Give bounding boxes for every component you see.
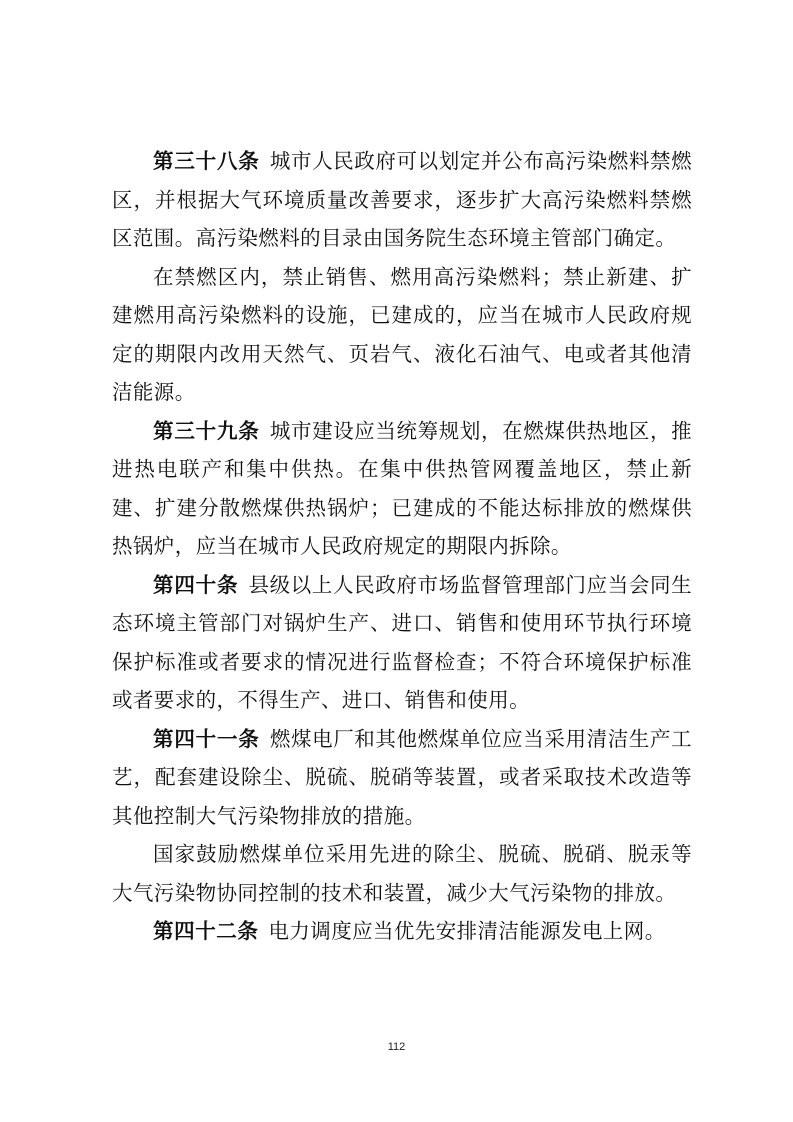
paragraph-article-38-clause-2 <box>112 258 692 412</box>
page-number: 112 <box>387 1041 406 1053</box>
paragraph-text: 城市人民政府可以划定并公布高污染燃料禁燃区，并根据大气环境质量改善要求，逐步扩大高污染燃料禁燃区范围。高污染燃料的目录由国务院生态环境主管部门确定。 <box>112 149 693 250</box>
paragraph-text: 电力调度应当优先安排清洁能源发电上网。 <box>268 919 666 943</box>
paragraph-article-40 <box>112 566 692 720</box>
paragraph-article-39 <box>112 412 692 566</box>
paragraph-text: 燃煤电厂和其他燃煤单位应当采用清洁生产工艺，配套建设除尘、脱硫、脱硝等装置，或者采取技术改造等其他控制大气污染物排放的措施。 <box>112 726 693 828</box>
paragraph-text: 国家鼓励燃煤单位采用先进的除尘、脱硫、脱硝、脱汞等大气污染物协同控制的技术和装置，减少大气污染物的排放。 <box>112 842 692 905</box>
paragraph-text: 县级以上人民政府市场监督管理部门应当会同生态环境主管部门对锅炉生产、进口、销售和使用环节执行环境保护标准或者要求的情况进行监督检查；不符合环境保护标准或者要求的，不得生产、进口、销售和使用。 <box>112 572 692 712</box>
article-number: 第四十二条 <box>153 919 259 943</box>
paragraph-article-41-clause-2 <box>112 835 692 912</box>
paragraph-text: 城市建设应当统筹规划，在燃煤供热地区，推进热电联产和集中供热。在集中供热管网覆盖地区，禁止新建、扩建分散燃煤供热锅炉；已建成的不能达标排放的燃煤供热锅炉，应当在城市人民政府规定的期限内拆除。 <box>112 418 693 558</box>
article-number: 第三十九条 <box>153 418 260 443</box>
document-body <box>112 142 692 951</box>
paragraph-article-41 <box>112 720 692 836</box>
paragraph-article-38 <box>112 142 692 258</box>
paragraph-text: 在禁燃区内，禁止销售、燃用高污染燃料；禁止新建、扩建燃用高污染燃料的设施，已建成的，应当在城市人民政府规定的期限内改用天然气、页岩气、液化石油气、电或者其他清洁能源。 <box>112 264 692 404</box>
article-number: 第四十条 <box>153 572 239 597</box>
article-number: 第三十八条 <box>153 149 260 173</box>
paragraph-article-42 <box>112 912 692 951</box>
article-number: 第四十一条 <box>153 726 260 751</box>
